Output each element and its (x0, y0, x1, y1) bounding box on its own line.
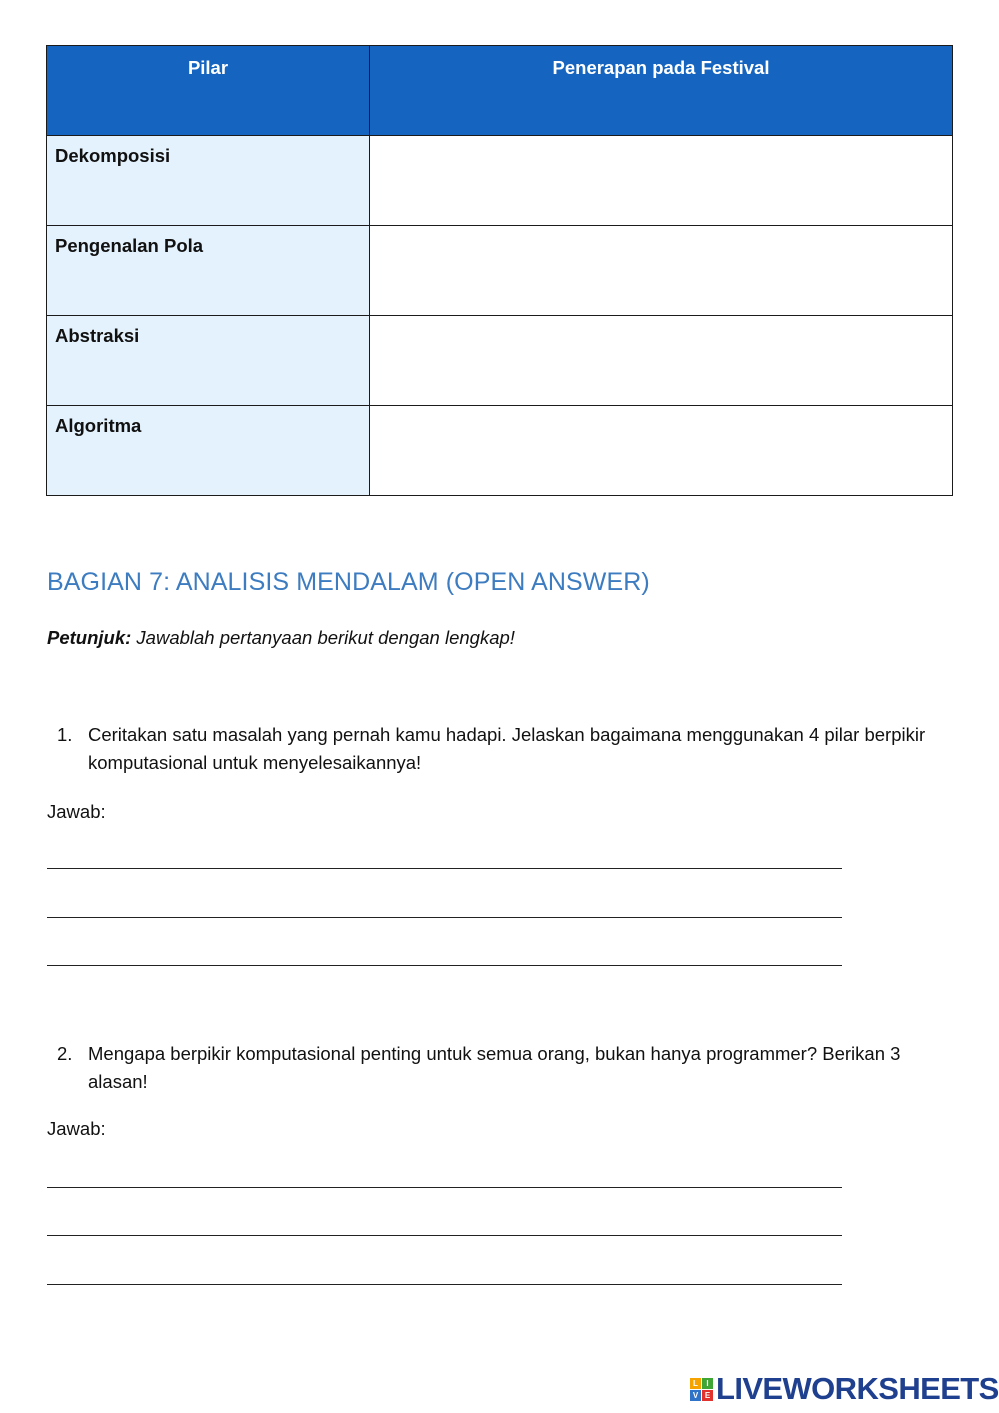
brand-name: LIVEWORKSHEETS (716, 1371, 999, 1406)
pillar-pengenalan-pola: Pengenalan Pola (47, 226, 370, 316)
pillar-dekomposisi: Dekomposisi (47, 136, 370, 226)
section-title: BAGIAN 7: ANALISIS MENDALAM (OPEN ANSWER) (47, 568, 650, 596)
header-penerapan: Penerapan pada Festival (370, 46, 953, 136)
answer-cell-dekomposisi[interactable] (370, 136, 953, 226)
table-header-row (47, 46, 953, 136)
answer-label-2: Jawab: (47, 1118, 106, 1139)
question-1 (47, 721, 947, 777)
liveworksheets-brand (690, 1371, 999, 1406)
question-number: 2. (57, 1043, 73, 1064)
answer-line[interactable] (47, 1284, 842, 1285)
header-pilar: Pilar (47, 46, 370, 136)
table-row (47, 406, 953, 496)
liveworksheets-logo-icon (690, 1378, 713, 1401)
question-text: Mengapa berpikir komputasional penting untuk semua orang, bukan hanya programmer? Berikan 3 alasan! (88, 1043, 901, 1092)
question-number: 1. (57, 724, 73, 745)
answer-cell-pengenalan-pola[interactable] (370, 226, 953, 316)
question-2 (47, 1040, 947, 1096)
table-row (47, 226, 953, 316)
pillar-table (46, 45, 953, 496)
logo-letter-v: V (690, 1390, 701, 1401)
pillar-algoritma: Algoritma (47, 406, 370, 496)
logo-letter-l: L (690, 1378, 701, 1389)
logo-letter-i: I (702, 1378, 713, 1389)
answer-label-1: Jawab: (47, 801, 106, 822)
answer-line[interactable] (47, 868, 842, 869)
answer-line[interactable] (47, 1235, 842, 1236)
answer-line[interactable] (47, 1187, 842, 1188)
answer-cell-algoritma[interactable] (370, 406, 953, 496)
answer-line[interactable] (47, 917, 842, 918)
table-row (47, 136, 953, 226)
answer-line[interactable] (47, 965, 842, 966)
pillar-abstraksi: Abstraksi (47, 316, 370, 406)
instruction-text: Jawablah pertanyaan berikut dengan lengkap! (131, 627, 515, 648)
question-text: Ceritakan satu masalah yang pernah kamu hadapi. Jelaskan bagaimana menggunakan 4 pilar berpikir komputasional untuk menyelesaikannya! (88, 724, 926, 773)
instruction-label: Petunjuk: (47, 627, 132, 648)
table-row (47, 316, 953, 406)
instruction (47, 627, 515, 649)
answer-cell-abstraksi[interactable] (370, 316, 953, 406)
logo-letter-e: E (702, 1390, 713, 1401)
